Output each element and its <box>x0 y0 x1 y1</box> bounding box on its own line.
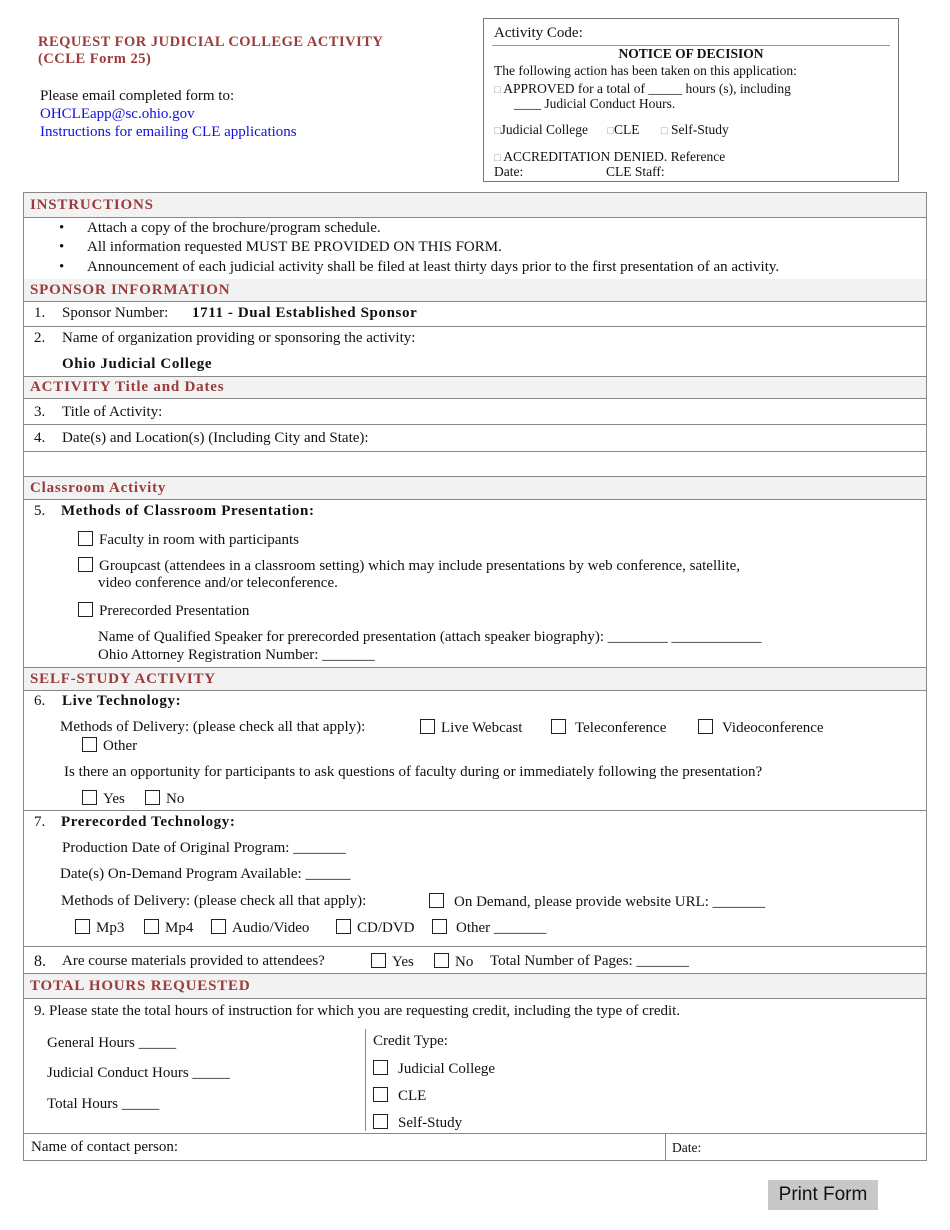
contact-date-field[interactable]: Date: <box>672 1140 702 1155</box>
instructions-heading: INSTRUCTIONS <box>24 193 926 217</box>
ondemand-checkbox[interactable] <box>429 893 444 908</box>
production-date-field[interactable]: Production Date of Original Program: _______ <box>62 840 346 856</box>
credit-selfstudy-option[interactable]: Self-Study <box>373 1114 462 1132</box>
materials-no-checkbox[interactable] <box>434 953 449 968</box>
cd-dvd-checkbox[interactable] <box>336 919 351 934</box>
hours-divider <box>365 1029 366 1131</box>
questions-yes-option[interactable]: Yes <box>82 790 125 808</box>
email-intro <box>40 87 297 141</box>
questions-yes-checkbox[interactable] <box>82 790 97 805</box>
credit-type-label: Credit Type: <box>373 1033 448 1049</box>
organization-label: Name of organization providing or sponsoring the activity: <box>62 330 416 346</box>
other2-option[interactable]: Other _______ <box>432 919 546 937</box>
credit-selfstudy-checkbox[interactable] <box>373 1114 388 1129</box>
notice-options <box>494 122 729 138</box>
notice-approved <box>494 81 791 97</box>
notice-date: Date: <box>494 164 524 179</box>
general-hours-field[interactable]: General Hours _____ <box>47 1035 177 1051</box>
form-title <box>38 34 383 68</box>
credit-judicial-option[interactable]: Judicial College <box>373 1060 495 1078</box>
course-materials-label: Are course materials provided to attendees? <box>62 953 325 969</box>
credit-cle-checkbox[interactable] <box>373 1087 388 1102</box>
q3-number: 3. <box>34 404 46 420</box>
notice-intro: The following action has been taken on this application: <box>494 63 797 78</box>
teleconference-checkbox[interactable] <box>551 719 566 734</box>
videoconference-checkbox[interactable] <box>698 719 713 734</box>
q6-number: 6. <box>34 693 46 709</box>
materials-yes-option[interactable]: Yes <box>371 953 414 971</box>
groupcast-option[interactable]: Groupcast (attendees in a classroom setting) which may include presentations by web conference, satellite, <box>78 557 740 575</box>
live-webcast-checkbox[interactable] <box>420 719 435 734</box>
credit-cle-option[interactable]: CLE <box>373 1087 426 1105</box>
q4-number: 4. <box>34 430 46 446</box>
conduct-hours-field[interactable]: Judicial Conduct Hours _____ <box>47 1065 230 1081</box>
organization-value[interactable]: Ohio Judicial College <box>62 356 213 372</box>
notice-denied <box>494 149 725 165</box>
registration-number-field[interactable]: Ohio Attorney Registration Number: _______ <box>98 647 375 663</box>
teleconference-option[interactable]: Teleconference <box>551 719 666 737</box>
denied-checkbox-icon[interactable]: □ <box>494 152 501 164</box>
print-form-button[interactable]: Print Form <box>768 1180 878 1210</box>
mp4-option[interactable]: Mp4 <box>144 919 193 937</box>
questions-no-checkbox[interactable] <box>145 790 160 805</box>
notice-of-decision-box <box>483 18 899 182</box>
sponsor-number-value[interactable]: 1711 - Dual Established Sponsor <box>192 305 418 321</box>
q2-number: 2. <box>34 330 46 346</box>
activity-heading: ACTIVITY Title and Dates <box>24 377 926 398</box>
sponsor-number-label: Sponsor Number: <box>62 305 169 321</box>
q7-number: 7. <box>34 814 46 830</box>
opt-judicial-label: Judicial College <box>500 122 589 137</box>
form-table <box>23 192 927 1161</box>
opt-cle-label: CLE <box>614 122 640 137</box>
activity-code-label: Activity Code: <box>494 25 583 41</box>
notice-conduct: ____ Judicial Conduct Hours. <box>514 96 676 111</box>
audio-video-checkbox[interactable] <box>211 919 226 934</box>
judicial-checkbox-icon[interactable]: □ <box>494 125 501 137</box>
form-title-line1: REQUEST FOR JUDICIAL COLLEGE ACTIVITY <box>38 34 384 50</box>
prerecorded-technology-label: Prerecorded Technology: <box>61 814 236 830</box>
questions-label: Is there an opportunity for participants to ask questions of faculty during or immediately following the presentation? <box>64 764 763 780</box>
questions-no-option[interactable]: No <box>145 790 184 808</box>
q9-label: 9. Please state the total hours of instruction for which you are requesting credit, including the type of credit. <box>34 1003 681 1019</box>
instructions-link[interactable]: Instructions for emailing CLE applications <box>40 124 297 140</box>
other-checkbox[interactable] <box>82 737 97 752</box>
notice-heading: NOTICE OF DECISION <box>618 46 764 61</box>
sponsor-heading: SPONSOR INFORMATION <box>24 279 926 301</box>
live-webcast-option[interactable]: Live Webcast <box>420 719 522 737</box>
instruction-item: • Attach a copy of the brochure/program schedule. <box>59 220 381 237</box>
classroom-heading: Classroom Activity <box>24 477 926 499</box>
delivery-label: Methods of Delivery: (please check all that apply): <box>60 719 366 735</box>
ondemand-option[interactable]: On Demand, please provide website URL: _______ <box>429 893 765 911</box>
other2-checkbox[interactable] <box>432 919 447 934</box>
faculty-option[interactable]: Faculty in room with participants <box>78 531 299 549</box>
groupcast-checkbox[interactable] <box>78 557 93 572</box>
instruction-item: • Announcement of each judicial activity shall be filed at least thirty days prior to the first presentation of an activity. <box>59 259 779 276</box>
instruction-item: • All information requested MUST BE PROVIDED ON THIS FORM. <box>59 239 502 256</box>
footer-divider <box>665 1133 666 1161</box>
mp3-checkbox[interactable] <box>75 919 90 934</box>
denied-label: ACCREDITATION DENIED. Reference <box>503 149 726 164</box>
selfstudy-checkbox-icon[interactable]: □ <box>660 125 668 137</box>
total-pages-field[interactable]: Total Number of Pages: _______ <box>490 953 689 969</box>
dates-location-label[interactable]: Date(s) and Location(s) (Including City and State): <box>62 430 369 446</box>
other-option[interactable]: Other <box>82 737 137 755</box>
form-title-line2: (CCLE Form 25) <box>38 51 152 67</box>
selfstudy-heading: SELF-STUDY ACTIVITY <box>24 668 926 690</box>
notice-staff: CLE Staff: <box>606 164 665 179</box>
live-technology-label: Live Technology: <box>62 693 182 709</box>
materials-yes-checkbox[interactable] <box>371 953 386 968</box>
faculty-checkbox[interactable] <box>78 531 93 546</box>
audio-video-option[interactable]: Audio/Video <box>211 919 309 937</box>
mp4-checkbox[interactable] <box>144 919 159 934</box>
credit-judicial-checkbox[interactable] <box>373 1060 388 1075</box>
hours-heading: TOTAL HOURS REQUESTED <box>24 974 926 998</box>
opt-self-label: Self-Study <box>670 122 729 137</box>
contact-person-field[interactable]: Name of contact person: <box>31 1139 179 1155</box>
groupcast-option-cont: video conference and/or teleconference. <box>98 575 338 591</box>
q8-number: 8. <box>34 953 46 970</box>
activity-title-label[interactable]: Title of Activity: <box>62 404 163 420</box>
total-hours-field[interactable]: Total Hours _____ <box>47 1096 160 1112</box>
delivery2-label: Methods of Delivery: (please check all that apply): <box>61 893 367 909</box>
prerecorded-checkbox[interactable] <box>78 602 93 617</box>
cd-dvd-option[interactable]: CD/DVD <box>336 919 415 937</box>
approved-checkbox-icon[interactable]: □ <box>494 84 501 96</box>
q1-number: 1. <box>34 305 46 321</box>
classroom-methods-label: Methods of Classroom Presentation: <box>61 503 315 519</box>
speaker-name-field[interactable]: Name of Qualified Speaker for prerecorded presentation (attach speaker biography): ________ ____________ <box>98 629 762 645</box>
videoconference-option[interactable]: Videoconference <box>698 719 824 737</box>
materials-no-option[interactable]: No <box>434 953 473 971</box>
email-link[interactable]: OHCLEapp@sc.ohio.gov <box>40 106 195 122</box>
ondemand-date-field[interactable]: Date(s) On-Demand Program Available: ______ <box>60 866 351 882</box>
email-prompt: Please email completed form to: <box>40 88 235 104</box>
cle-checkbox-icon[interactable]: □ <box>607 125 615 137</box>
approved-label: APPROVED for a total of _____ hours (s), including <box>503 81 791 96</box>
mp3-option[interactable]: Mp3 <box>75 919 124 937</box>
q5-number: 5. <box>34 503 46 519</box>
prerecorded-option[interactable]: Prerecorded Presentation <box>78 602 249 620</box>
